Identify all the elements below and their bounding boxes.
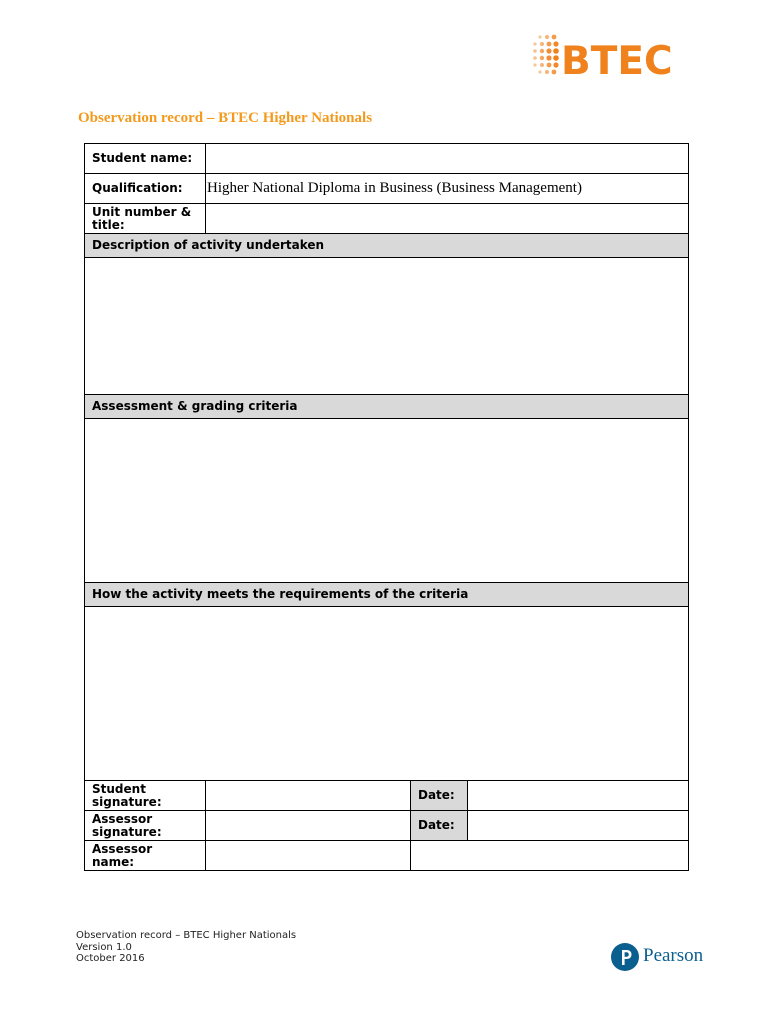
student-name-field[interactable] bbox=[206, 144, 689, 174]
criteria-header: Assessment & grading criteria bbox=[85, 395, 689, 419]
how-field[interactable] bbox=[85, 607, 689, 781]
student-name-label: Student name: bbox=[85, 144, 206, 174]
assessor-name-extra-cell bbox=[411, 841, 689, 871]
footer-title: Observation record – BTEC Higher Nationals bbox=[76, 930, 297, 941]
assessor-signature-label: Assessor signature: bbox=[85, 811, 206, 841]
description-field[interactable] bbox=[85, 258, 689, 395]
qualification-row bbox=[85, 174, 689, 204]
criteria-header-row bbox=[85, 395, 689, 419]
how-header-row bbox=[85, 583, 689, 607]
student-date-field[interactable] bbox=[468, 781, 689, 811]
footer-version: Version 1.0 bbox=[76, 941, 132, 953]
description-header: Description of activity undertaken bbox=[85, 234, 689, 258]
btec-logo bbox=[530, 28, 690, 82]
observation-form bbox=[84, 143, 689, 871]
assessor-name-field[interactable] bbox=[206, 841, 411, 871]
qualification-field[interactable]: Higher National Diploma in Business (Business Management) bbox=[206, 174, 689, 204]
unit-field[interactable] bbox=[206, 204, 689, 234]
assessor-signature-field[interactable] bbox=[206, 811, 411, 841]
assessor-date-label: Date: bbox=[411, 811, 468, 841]
pearson-wordmark: Pearson bbox=[643, 945, 704, 966]
student-signature-field[interactable] bbox=[206, 781, 411, 811]
unit-row bbox=[85, 204, 689, 234]
criteria-field[interactable] bbox=[85, 419, 689, 583]
btec-dots-icon bbox=[530, 28, 690, 82]
assessor-date-field[interactable] bbox=[468, 811, 689, 841]
description-header-row bbox=[85, 234, 689, 258]
student-signature-row bbox=[85, 781, 689, 811]
pearson-logo bbox=[611, 941, 715, 973]
criteria-row bbox=[85, 419, 689, 583]
assessor-name-row bbox=[85, 841, 689, 871]
student-signature-label: Student signature: bbox=[85, 781, 206, 811]
unit-label: Unit number & title: bbox=[85, 204, 206, 234]
how-header: How the activity meets the requirements of the criteria bbox=[85, 583, 689, 607]
assessor-signature-row bbox=[85, 811, 689, 841]
document-title: Observation record – BTEC Higher Nationals bbox=[78, 110, 373, 126]
pearson-p-icon bbox=[611, 943, 639, 971]
qualification-label: Qualification: bbox=[85, 174, 206, 204]
student-date-label: Date: bbox=[411, 781, 468, 811]
assessor-name-label: Assessor name: bbox=[85, 841, 206, 871]
student-name-row bbox=[85, 144, 689, 174]
btec-logo-text: BTEC bbox=[561, 39, 673, 82]
description-row bbox=[85, 258, 689, 395]
footer bbox=[76, 930, 296, 965]
footer-date: October 2016 bbox=[76, 953, 145, 964]
how-row bbox=[85, 607, 689, 781]
